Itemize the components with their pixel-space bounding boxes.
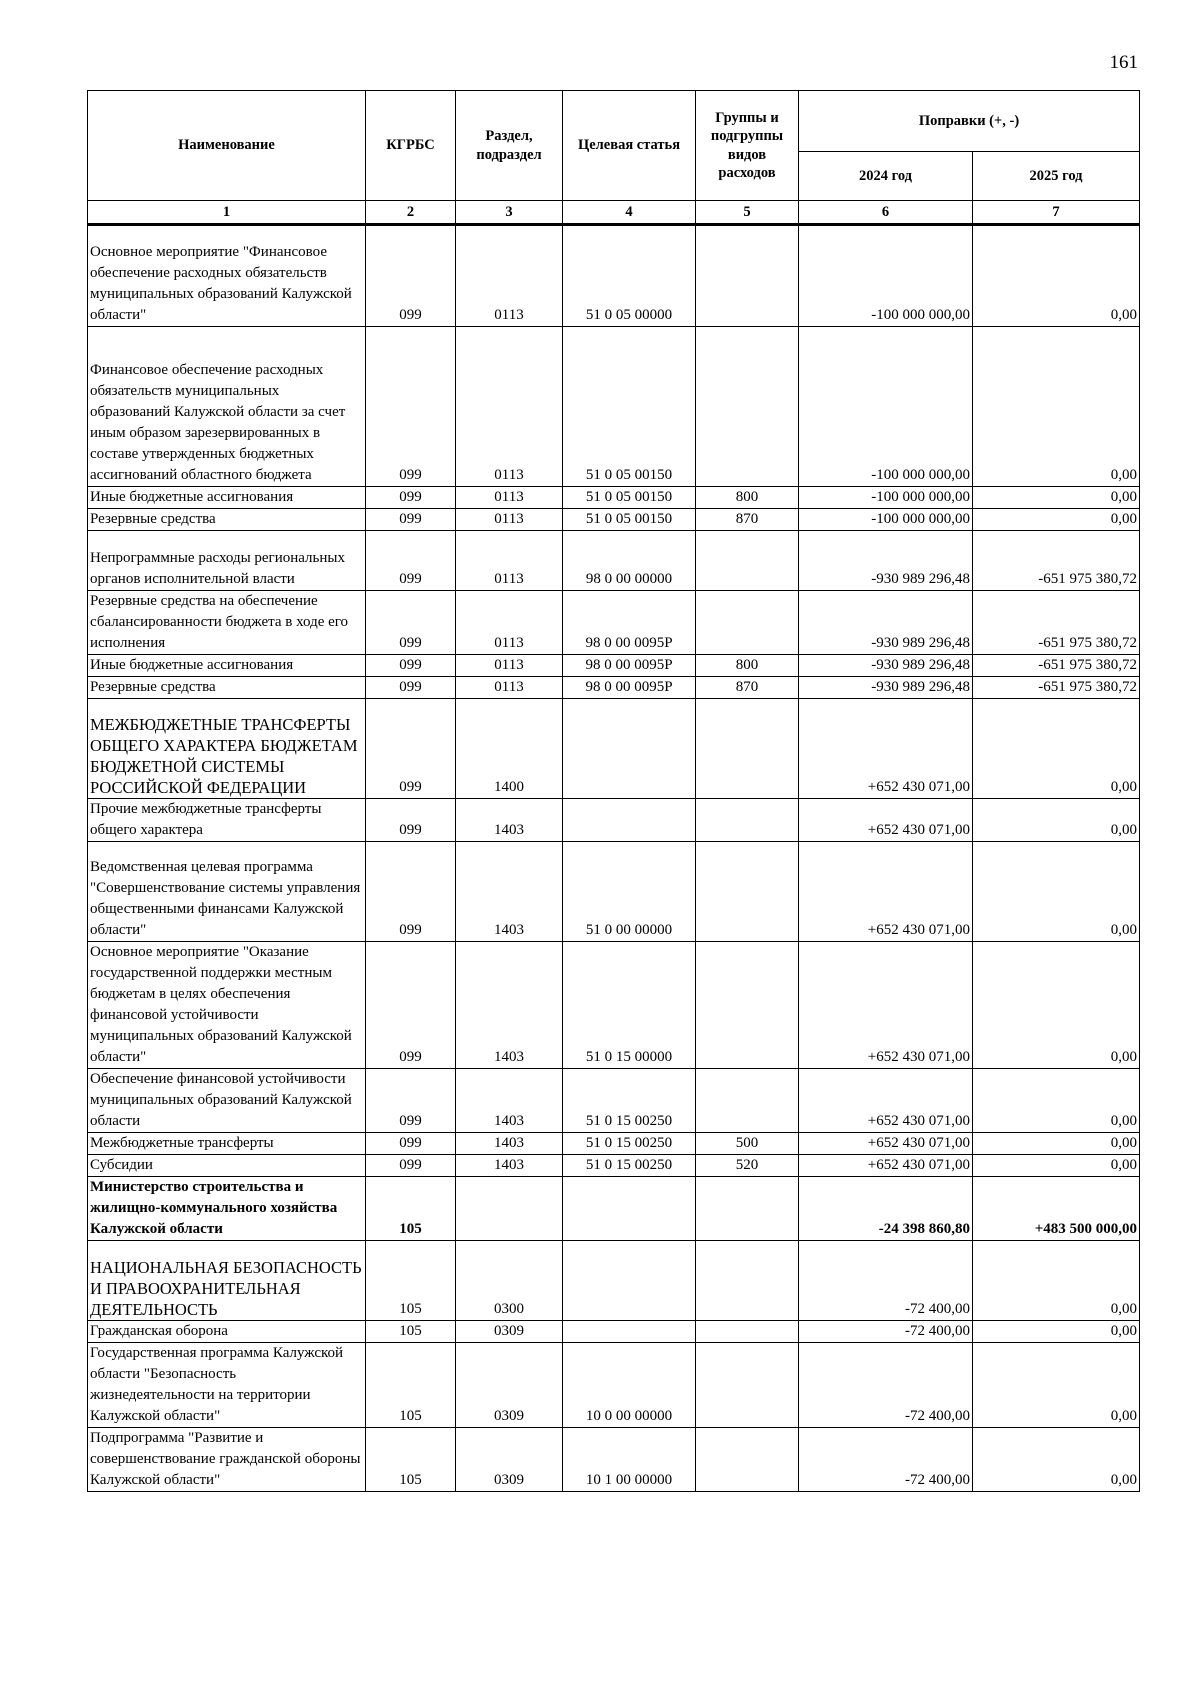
table-cell-name: Гражданская оборона: [88, 1321, 366, 1343]
header-target: Целевая статья: [563, 91, 696, 201]
table-cell-name: МЕЖБЮДЖЕТНЫЕ ТРАНСФЕРТЫ ОБЩЕГО ХАРАКТЕРА БЮДЖЕТАМ БЮДЖЕТНОЙ СИСТЕМЫ РОССИЙСКОЙ ФЕДЕРАЦИИ: [88, 699, 366, 799]
table-cell-2024: -100 000 000,00: [799, 225, 973, 327]
table-cell-section: 0113: [456, 487, 563, 509]
table-row: [88, 942, 1140, 1069]
table-cell-2025: -651 975 380,72: [973, 591, 1140, 655]
page-number: 161: [1109, 52, 1138, 73]
table-cell-2024: +652 430 071,00: [799, 699, 973, 799]
table-cell-2024: -100 000 000,00: [799, 509, 973, 531]
table-cell-target: [563, 1241, 696, 1321]
table-cell-group: 870: [696, 509, 799, 531]
table-cell-target: 98 0 00 00000: [563, 531, 696, 591]
table-row: [88, 327, 1140, 487]
table-cell-section: 0113: [456, 509, 563, 531]
table-cell-2025: 0,00: [973, 799, 1140, 842]
table-cell-2025: -651 975 380,72: [973, 655, 1140, 677]
table-cell-group: 500: [696, 1133, 799, 1155]
table-cell-section: 0113: [456, 677, 563, 699]
table-cell-2024: -930 989 296,48: [799, 655, 973, 677]
table-cell-section: 1400: [456, 699, 563, 799]
col-number: 5: [696, 201, 799, 225]
table-cell-target: 51 0 15 00250: [563, 1133, 696, 1155]
table-cell-section: 0113: [456, 531, 563, 591]
table-cell-group: [696, 799, 799, 842]
table-cell-kgrbs: 099: [366, 1069, 456, 1133]
col-number: 2: [366, 201, 456, 225]
table-cell-kgrbs: 099: [366, 842, 456, 942]
table-cell-target: 51 0 05 00000: [563, 225, 696, 327]
table-row: [88, 1155, 1140, 1177]
table-cell-group: [696, 1343, 799, 1428]
table-cell-2024: +652 430 071,00: [799, 1155, 973, 1177]
table-cell-2024: +652 430 071,00: [799, 942, 973, 1069]
table-cell-2025: 0,00: [973, 327, 1140, 487]
table-cell-2024: -100 000 000,00: [799, 487, 973, 509]
table-cell-2025: 0,00: [973, 1321, 1140, 1343]
table-cell-target: [563, 799, 696, 842]
table-row: [88, 487, 1140, 509]
table-cell-section: 0113: [456, 591, 563, 655]
table-cell-2024: -72 400,00: [799, 1321, 973, 1343]
table-cell-2025: 0,00: [973, 942, 1140, 1069]
table-cell-name: Государственная программа Калужской области "Безопасность жизнедеятельности на территории Калужской области": [88, 1343, 366, 1428]
table-cell-target: 98 0 00 0095P: [563, 591, 696, 655]
table-cell-2024: -930 989 296,48: [799, 677, 973, 699]
table-cell-2025: 0,00: [973, 842, 1140, 942]
table-cell-target: [563, 1177, 696, 1241]
table-cell-name: Резервные средства на обеспечение сбалансированности бюджета в ходе его исполнения: [88, 591, 366, 655]
budget-amendments-table: [87, 90, 1140, 1492]
table-cell-group: [696, 1177, 799, 1241]
table-cell-target: 10 1 00 00000: [563, 1428, 696, 1492]
table-cell-target: 98 0 00 0095P: [563, 655, 696, 677]
table-cell-name: Финансовое обеспечение расходных обязательств муниципальных образований Калужской области за счет иным образом зарезервированных в составе утвержденных бюджетных ассигнований областного бюджета: [88, 327, 366, 487]
table-row: [88, 1428, 1140, 1492]
table-cell-target: 51 0 05 00150: [563, 509, 696, 531]
table-cell-kgrbs: 099: [366, 677, 456, 699]
table-cell-target: 51 0 15 00250: [563, 1155, 696, 1177]
table-cell-name: Подпрограмма "Развитие и совершенствование гражданской обороны Калужской области": [88, 1428, 366, 1492]
table-cell-group: [696, 942, 799, 1069]
table-cell-target: 51 0 15 00250: [563, 1069, 696, 1133]
header-groups: Группы и подгруппы видов расходов: [696, 91, 799, 201]
table-cell-2024: +652 430 071,00: [799, 799, 973, 842]
table-cell-group: 870: [696, 677, 799, 699]
table-cell-group: [696, 699, 799, 799]
table-cell-2024: -930 989 296,48: [799, 591, 973, 655]
col-number: 6: [799, 201, 973, 225]
column-numbers-row: [88, 201, 1140, 225]
table-cell-kgrbs: 099: [366, 655, 456, 677]
table-cell-kgrbs: 099: [366, 1133, 456, 1155]
table-cell-name: Резервные средства: [88, 509, 366, 531]
table-cell-kgrbs: 099: [366, 591, 456, 655]
table-row: [88, 1343, 1140, 1428]
header-amendments: Поправки (+, -): [799, 91, 1140, 152]
table-row: [88, 225, 1140, 327]
table-row: [88, 799, 1140, 842]
table-cell-2025: 0,00: [973, 699, 1140, 799]
table-cell-name: Иные бюджетные ассигнования: [88, 487, 366, 509]
table-cell-group: 800: [696, 655, 799, 677]
table-cell-group: [696, 1241, 799, 1321]
table-cell-kgrbs: 105: [366, 1241, 456, 1321]
table-cell-name: Межбюджетные трансферты: [88, 1133, 366, 1155]
table-cell-kgrbs: 099: [366, 531, 456, 591]
table-cell-group: 800: [696, 487, 799, 509]
header-year-2025: 2025 год: [973, 152, 1140, 201]
table-cell-target: 51 0 15 00000: [563, 942, 696, 1069]
table-cell-kgrbs: 105: [366, 1343, 456, 1428]
header-kgrbs: КГРБС: [366, 91, 456, 201]
table-cell-target: 10 0 00 00000: [563, 1343, 696, 1428]
table-cell-target: 51 0 00 00000: [563, 842, 696, 942]
table-cell-section: 0113: [456, 327, 563, 487]
table-cell-section: 1403: [456, 842, 563, 942]
header-row: [88, 91, 1140, 152]
table-row: [88, 1177, 1140, 1241]
table-cell-name: Обеспечение финансовой устойчивости муниципальных образований Калужской области: [88, 1069, 366, 1133]
table-row: [88, 699, 1140, 799]
table-row: [88, 591, 1140, 655]
table-cell-kgrbs: 099: [366, 699, 456, 799]
table-cell-name: НАЦИОНАЛЬНАЯ БЕЗОПАСНОСТЬ И ПРАВООХРАНИТЕЛЬНАЯ ДЕЯТЕЛЬНОСТЬ: [88, 1241, 366, 1321]
table-cell-kgrbs: 099: [366, 1155, 456, 1177]
table-row: [88, 1133, 1140, 1155]
table-cell-target: [563, 1321, 696, 1343]
table-cell-group: 520: [696, 1155, 799, 1177]
col-number: 1: [88, 201, 366, 225]
table-cell-2024: +652 430 071,00: [799, 1133, 973, 1155]
table-row: [88, 1241, 1140, 1321]
table-row: [88, 677, 1140, 699]
table-cell-group: [696, 1321, 799, 1343]
table-cell-2024: -72 400,00: [799, 1428, 973, 1492]
table-cell-name: Субсидии: [88, 1155, 366, 1177]
header-name: Наименование: [88, 91, 366, 201]
table-cell-section: 0300: [456, 1241, 563, 1321]
table-cell-section: 1403: [456, 942, 563, 1069]
table-cell-2025: 0,00: [973, 1069, 1140, 1133]
table-cell-name: Иные бюджетные ассигнования: [88, 655, 366, 677]
table-cell-2025: 0,00: [973, 487, 1140, 509]
table-cell-group: [696, 1428, 799, 1492]
header-year-2024: 2024 год: [799, 152, 973, 201]
table-cell-kgrbs: 105: [366, 1321, 456, 1343]
table-cell-2025: 0,00: [973, 1343, 1140, 1428]
table-cell-2025: +483 500 000,00: [973, 1177, 1140, 1241]
table-cell-name: Основное мероприятие "Оказание государственной поддержки местным бюджетам в целях обеспечения финансовой устойчивости муниципальных образований Калужской области": [88, 942, 366, 1069]
table-cell-section: 0309: [456, 1321, 563, 1343]
table-cell-group: [696, 531, 799, 591]
table-cell-kgrbs: 099: [366, 225, 456, 327]
table-cell-name: Непрограммные расходы региональных органов исполнительной власти: [88, 531, 366, 591]
table-cell-group: [696, 591, 799, 655]
table-cell-kgrbs: 099: [366, 327, 456, 487]
table-cell-2025: 0,00: [973, 1241, 1140, 1321]
table-cell-2024: -24 398 860,80: [799, 1177, 973, 1241]
table-cell-group: [696, 1069, 799, 1133]
table-cell-section: 0309: [456, 1343, 563, 1428]
table-cell-kgrbs: 099: [366, 509, 456, 531]
header-section: Раздел, подраздел: [456, 91, 563, 201]
table-cell-2025: 0,00: [973, 225, 1140, 327]
table-cell-section: [456, 1177, 563, 1241]
table-cell-section: 0309: [456, 1428, 563, 1492]
col-number: 4: [563, 201, 696, 225]
col-number: 7: [973, 201, 1140, 225]
table-cell-group: [696, 842, 799, 942]
table-cell-group: [696, 225, 799, 327]
table-cell-2024: -72 400,00: [799, 1343, 973, 1428]
table-cell-kgrbs: 099: [366, 942, 456, 1069]
table-cell-name: Ведомственная целевая программа "Совершенствование системы управления общественными финансами Калужской области": [88, 842, 366, 942]
table-body: [88, 225, 1140, 1492]
table-cell-name: Прочие межбюджетные трансферты общего характера: [88, 799, 366, 842]
table-cell-2025: -651 975 380,72: [973, 677, 1140, 699]
table-cell-2024: +652 430 071,00: [799, 1069, 973, 1133]
table-cell-section: 1403: [456, 1155, 563, 1177]
table-row: [88, 1321, 1140, 1343]
table-cell-2024: +652 430 071,00: [799, 842, 973, 942]
table-cell-section: 1403: [456, 1069, 563, 1133]
table-cell-2025: 0,00: [973, 1155, 1140, 1177]
table-cell-section: 0113: [456, 655, 563, 677]
table-row: [88, 1069, 1140, 1133]
table-cell-2024: -72 400,00: [799, 1241, 973, 1321]
table-cell-kgrbs: 099: [366, 487, 456, 509]
table-cell-name: Министерство строительства и жилищно-коммунального хозяйства Калужской области: [88, 1177, 366, 1241]
table-cell-2024: -930 989 296,48: [799, 531, 973, 591]
table-cell-2025: 0,00: [973, 1428, 1140, 1492]
table-row: [88, 655, 1140, 677]
table-cell-2024: -100 000 000,00: [799, 327, 973, 487]
table-cell-target: 51 0 05 00150: [563, 327, 696, 487]
table-cell-name: Резервные средства: [88, 677, 366, 699]
table-cell-section: 1403: [456, 1133, 563, 1155]
table-cell-2025: 0,00: [973, 1133, 1140, 1155]
table-row: [88, 842, 1140, 942]
table-row: [88, 531, 1140, 591]
table-cell-target: 51 0 05 00150: [563, 487, 696, 509]
table-cell-target: 98 0 00 0095P: [563, 677, 696, 699]
table-cell-kgrbs: 105: [366, 1428, 456, 1492]
table-cell-name: Основное мероприятие "Финансовое обеспечение расходных обязательств муниципальных образований Калужской области": [88, 225, 366, 327]
table-cell-2025: 0,00: [973, 509, 1140, 531]
table-cell-2025: -651 975 380,72: [973, 531, 1140, 591]
col-number: 3: [456, 201, 563, 225]
table-cell-section: 0113: [456, 225, 563, 327]
table-cell-kgrbs: 105: [366, 1177, 456, 1241]
table-row: [88, 509, 1140, 531]
table-cell-target: [563, 699, 696, 799]
table-cell-group: [696, 327, 799, 487]
table-cell-kgrbs: 099: [366, 799, 456, 842]
table-cell-section: 1403: [456, 799, 563, 842]
